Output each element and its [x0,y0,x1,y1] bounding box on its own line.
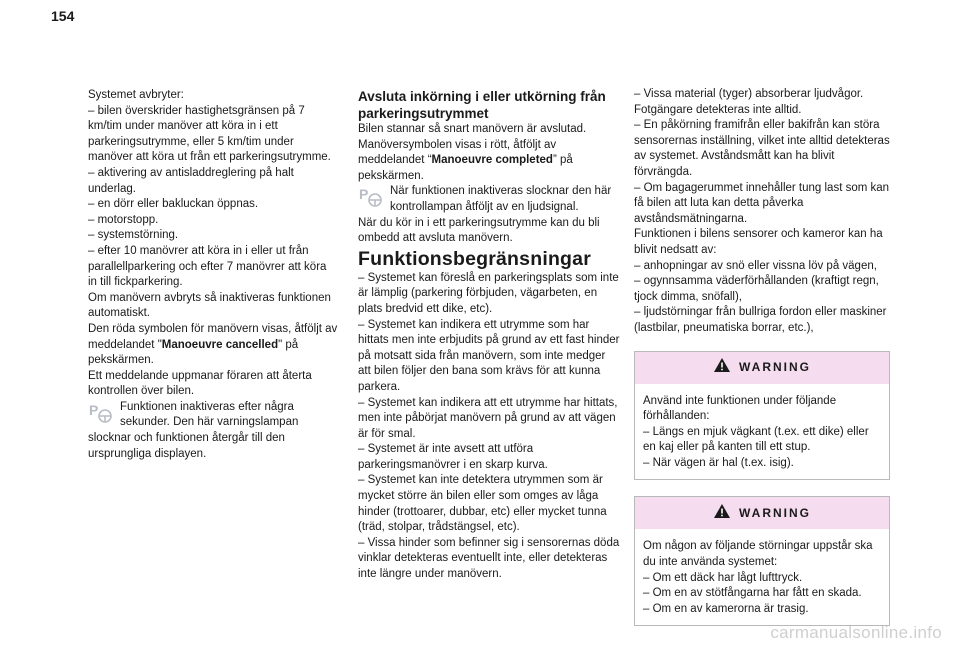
warning-line: – Längs en mjuk vägkant (t.ex. ett dike) eller en kaj eller på kanten till ett stup. [643,425,869,454]
warning-line: – Om ett däck har lågt lufttryck. [643,571,803,584]
list-item: – En påkörning framifrån eller bakifrån kan störa sensorernas inställning, vilket inte alltid detekteras av systemet. Avståndsmått kan ha blivit förvrängda. [634,119,890,178]
message-manoeuvre-cancelled: Manoeuvre cancelled [161,338,279,351]
list-item: – Systemet kan inte detektera utrymmen som är mycket större än bilen eller som omges av låga hinder (trottoarer, dubbar, etc) eller mycket tunna (träd, stolpar, trådstängsel, etc). [358,474,607,534]
completed-paragraph: Bilen stannar så snart manövern är avslutad. Manöversymbolen visas i rött, åtföljt av meddelandet “Manoeuvre completed” på pekskärmen. [358,123,587,182]
text-line: – en dörr eller bakluckan öppnas. [88,198,259,211]
warning-triangle-icon [713,503,731,524]
warning-line: – Om en av stötfångarna har fått en skada. [643,587,862,600]
warning-box [634,351,890,481]
list-item: Fotgängare detekteras inte alltid. [634,103,802,116]
text-line: – bilen överskrider hastighetsgränsen på 7 km/tim under manöver att köra in i ett parkeringsutrymme, eller 5 km/tim under manöver att köra ut från ett parkeringsutrymme. [88,104,331,164]
warning-line: Om någon av följande störningar uppstår ska du inte använda systemet: [643,540,873,569]
text-line: Systemet avbryter: [88,89,184,101]
warning-body [635,384,889,480]
text-line: – aktivering av antisladdreglering på halt underlag. [88,166,294,195]
column-1 [88,88,338,462]
warning-box [634,496,890,626]
column-3 [634,87,890,626]
list-item: – Om bagagerummet innehåller tung last som kan få bilen att luta kan detta påverka avståndsmätningarna. [634,181,890,225]
list-item: – Vissa hinder som befinner sig i sensorernas döda vinklar detekteras eventuellt inte, eller detekteras inte längre under manövern. [358,536,620,581]
warning-title: WARNING [739,359,811,374]
parking-assist-lamp-icon [88,402,114,424]
text-line: När du kör in i ett parkeringsutrymme kan du bli ombedd att avsluta manövern. [358,216,600,245]
warning-body [635,529,889,625]
svg-text:P: P [89,401,99,418]
list-item: – Systemet kan indikera ett utrymme som har hittats men inte erbjudits på grund av ett fast hinder på motsatt sida från manövern, som inte medger att bilen följer den bana som krävs för att kunna parkera. [358,318,620,393]
message-manoeuvre-completed: Manoeuvre completed [431,154,553,167]
text-line: – efter 10 manövrer att köra in i eller ut från parallellparkering och efter 7 manövrer att köra in till fickparkering. [88,244,327,289]
text-line: Om manövern avbryts så inaktiveras funktionen automatiskt. [88,291,331,320]
text-line: – motorstopp. [88,213,159,226]
text-line: – systemstörning. [88,229,179,242]
list-item: – Systemet kan indikera att ett utrymme har hittats, men inte påbörjat manövern på grund av att vägen är för smal. [358,396,618,440]
text-line: Ett meddelande uppmanar föraren att återta kontrollen över bilen. [88,369,312,398]
red-symbol-paragraph: Den röda symbolen för manövern visas, åtföljt av meddelandet "Manoeuvre cancelled" på pekskärmen. [88,322,338,367]
lamp-paragraph: P När funktionen inaktiveras slocknar den här kontrollampan åtföljt av en ljudsignal. [359,185,612,213]
warning-header [635,352,889,384]
svg-text:P: P [359,186,369,203]
list-item: – ljudstörningar från bullriga fordon eller maskiner (lastbilar, pneumatiska borrar, etc.), [634,306,887,334]
list-item: – ogynnsamma väderförhållanden (kraftigt regn, tjock dimma, snöfall), [634,275,879,303]
warning-line: – När vägen är hal (t.ex. isig). [643,456,794,469]
parking-assist-lamp-icon [358,186,384,208]
warning-line: Använd inte funktionen under följande förhållanden: [643,394,837,423]
warning-triangle-icon [713,357,731,378]
list-item: Funktionen i bilens sensorer och kameror kan ha blivit nedsatt av: [634,228,883,256]
warning-header [635,497,889,529]
section-heading: Funktionsbegränsningar [358,247,592,270]
list-item: – anhopningar av snö eller vissna löv på vägen, [634,259,877,272]
list-item: – Systemet kan föreslå en parkeringsplats som inte är lämplig (parkering förbjuden, vägarbeten, en plats bredvid ett dike, etc). [358,271,619,315]
list-item: – Systemet är inte avsett att utföra parkeringsmanövrer i en skarp kurva. [358,443,548,471]
column-2 [358,88,620,583]
section-subheading: Avsluta inkörning i eller utkörning från parkeringsutrymmet [358,89,606,121]
list-item: – Vissa material (tyger) absorberar ljudvågor. [634,88,864,100]
warning-line: – Om en av kamerorna är trasig. [643,602,809,615]
lamp-paragraph: P Funktionen inaktiveras efter några sekunder. Den här varningslampan slocknar och funktionen återgår till den ursprungliga displayen. [88,400,299,460]
watermark: carmanualsonline.info [770,623,942,642]
warning-title: WARNING [739,505,811,520]
page-number: 154 [51,8,75,24]
